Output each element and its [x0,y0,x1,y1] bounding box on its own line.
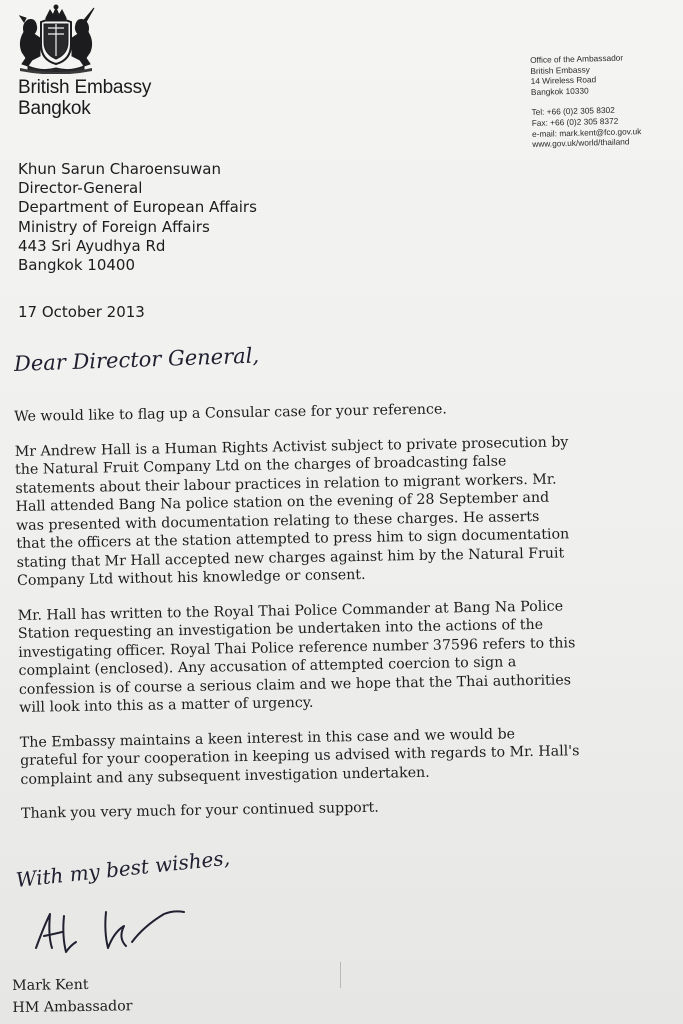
body-line: investigating officer. Royal Thai Police reference number 37596 refers to this [18,634,576,661]
body-line: Hall attended Bang Na police station on the evening of 28 September and [15,489,550,515]
body-paragraph [14,396,683,427]
recipient-line: Khun Sarun Charoensuwan [18,160,221,178]
embassy-name-line2: Bangkok [18,98,91,119]
office-address-line: Bangkok 10330 [530,85,589,97]
recipient-line: Department of European Affairs [18,198,257,217]
body-paragraph [20,721,683,789]
handwritten-signature-icon [14,896,194,966]
handwritten-closing: With my best wishes, [14,845,231,892]
recipient-line: Bangkok 10400 [18,256,136,275]
body-line: confession is of course a serious claim and we hope that the Thai authorities [18,671,572,698]
body-line: The Embassy maintains a keen interest in this case and we would be [19,725,516,751]
body-line: Company Ltd without his knowledge or consent. [16,566,366,589]
embassy-name [18,77,151,119]
body-line: was presented with documentation relating to these charges. He asserts [15,508,540,534]
letter-date: 17 October 2013 [18,303,145,321]
signer-block [12,973,133,1019]
royal-coat-of-arms-icon [10,4,102,74]
paper-crease [340,962,341,988]
body-line: Mr Andrew Hall is a Human Rights Activist subject to private prosecution by [14,433,569,460]
handwritten-salutation: Dear Director General, [13,343,260,376]
recipient-address [18,160,257,275]
body-paragraph [15,430,683,590]
body-line: will look into this as a matter of urgency. [19,694,314,716]
office-web: www.gov.uk/world/thailand [532,136,630,150]
body-line: Station requesting an investigation be undertaken into the actions of the [17,616,544,642]
office-title: Office of the Ambassador [530,52,624,65]
office-tel: Tel: +66 (0)2 305 8302 [531,105,615,118]
body-line: Thank you very much for your continued support. [20,799,379,822]
signer-name: Mark Kent [12,976,89,994]
body-line: complaint and any subsequent investigation undertaken. [20,764,430,788]
signer-title: HM Ambassador [12,998,133,1016]
body-line: statements about their labour practices in relation to migrant workers. Mr. [15,471,557,497]
body-paragraph [17,594,683,717]
body-line: the Natural Fruit Company Ltd on the charges of broadcasting false [14,453,507,478]
body-line: Mr. Hall has written to the Royal Thai Police Commander at Bang Na Police [17,597,564,624]
recipient-line: 443 Sri Ayudhya Rd [18,236,166,255]
body-line: that the officers at the station attempted to press him to sign documentation [16,526,570,552]
embassy-name-line1: British Embassy [18,77,152,98]
office-email: e-mail: mark.kent@fco.gov.uk [531,125,642,139]
office-fax: Fax: +66 (0)2 305 8372 [531,115,619,128]
body-paragraph [21,793,683,824]
body-line: complaint (enclosed). Any accusation of attempted coercion to sign a [18,654,517,679]
letter-body [14,396,683,840]
body-line: stating that Mr Hall accepted new charges against him by the Natural Fruit [16,544,565,571]
body-line: grateful for your cooperation in keeping us advised with regards to Mr. Hall's [20,743,580,769]
recipient-line: Director-General [18,179,143,198]
office-contact-block [530,52,642,150]
body-line: We would like to flag up a Consular case for your reference. [14,401,447,425]
office-address-line: 14 Wireless Road [530,74,597,87]
office-address-line: British Embassy [530,64,591,76]
recipient-line: Ministry of Foreign Affairs [18,217,210,236]
